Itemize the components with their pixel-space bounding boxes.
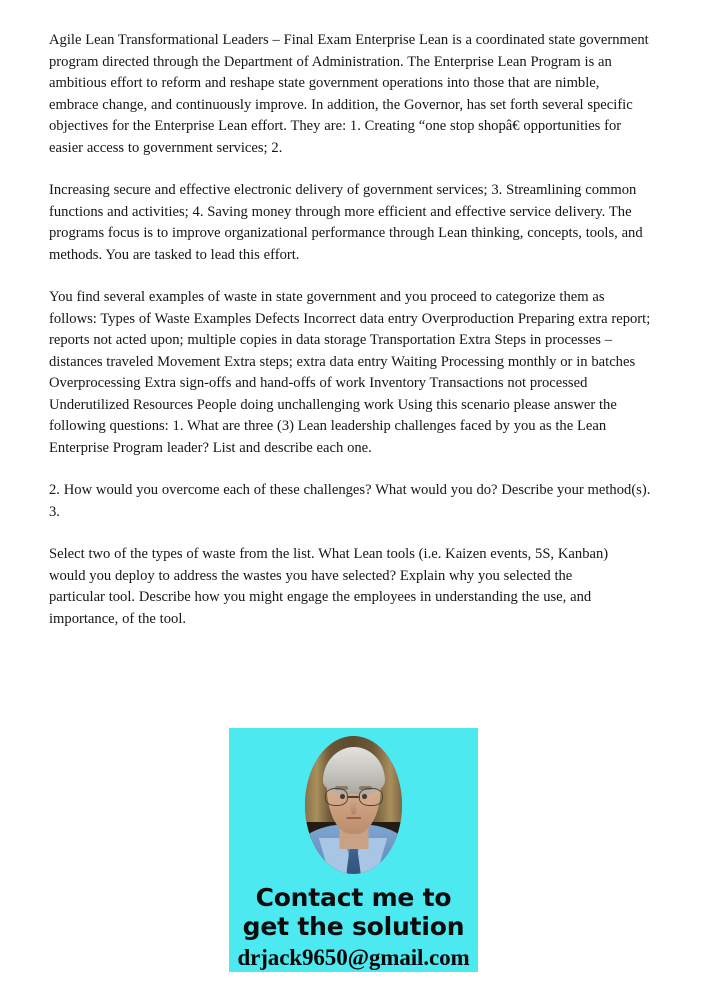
contact-headline-line-1: Contact me to [255,883,452,912]
contact-card [229,728,478,972]
portrait-photo [305,736,402,874]
contact-headline-line-2: get the solution [242,912,465,941]
paragraph-2: Increasing secure and effective electronic delivery of government services; 3. Streamlining common functions and activities; 4. Saving money through more efficient and effective service delivery. The programs focus is to improve organizational performance through Lean thinking, concepts, tools, and methods. You are tasked to lead this effort. [49,182,643,263]
paragraph-5: Select two of the types of waste from the list. What Lean tools (i.e. Kaizen events, 5S, Kanban) would you deploy to address the wastes you have selected? Explain why you selected the particular tool. Describe how you might engage the employees in understanding the use, and importance, of the tool. [49,546,609,627]
contact-email[interactable]: drjack9650@gmail.com [237,945,470,970]
glasses-bridge [348,796,358,798]
paragraph-3: You find several examples of waste in state government and you proceed to categorize them as follows: Types of Waste Examples Defects Incorrect data entry Overproduction Preparing extra report; reports not acted upon; multiple copies in data storage Transportation Extra Steps in processes – distances traveled Movement Extra steps; extra data entry Waiting Processing monthly or in batches Overprocessing Extra sign-offs and hand-offs of work Inventory Transactions not processed Underutilized Resources People doing unchallenging work Using this scenario please answer the following questions: 1. What are three (3) Lean leadership challenges faced by you as the Lean Enterprise Program leader? List and describe each one. [49,289,651,456]
document-text-body [49,30,649,651]
photo-nose [350,801,357,815]
glasses-lens-left [324,788,348,806]
paragraph-1: Agile Lean Transformational Leaders – Final Exam Enterprise Lean is a coordinated state government program directed through the Department of Administration. The Enterprise Lean Program is an ambitious effort to reform and reshape state government operations into those that are nimble, embrace change, and continuously improve. In addition, the Governor, has set forth several specific objectives for the Enterprise Lean effort. They are: 1. Creating “one stop shopâ€ opportunities for easier access to government services; 2. [49,32,649,156]
paragraph-4: 2. How would you overcome each of these challenges? What would you do? Describe your method(s). 3. [49,482,651,520]
glasses-lens-right [359,788,383,806]
